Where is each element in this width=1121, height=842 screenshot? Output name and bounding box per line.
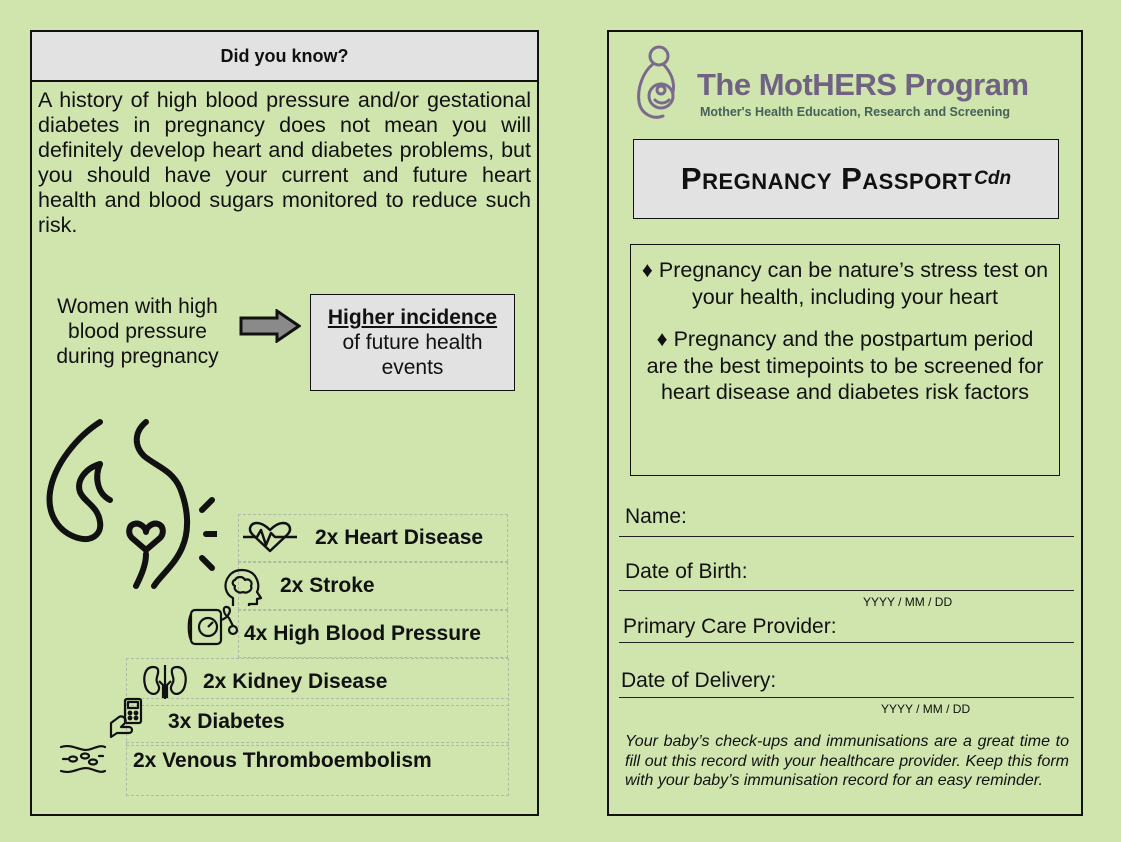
mother-baby-logo-icon [629, 42, 693, 122]
fact-text: Pregnancy and the postpartum period are the best timepoints to be screened for heart disease and diabetes risk factors [646, 327, 1044, 404]
risk-label-stroke: 2x Stroke [280, 574, 375, 597]
diamond-bullet-icon: ♦ [641, 258, 659, 282]
risk-label-diabetes: 3x Diabetes [168, 710, 285, 733]
primary-care-provider-field-line[interactable] [619, 642, 1074, 643]
fact-item [639, 257, 1051, 310]
primary-care-provider-field-label: Primary Care Provider: [623, 615, 837, 638]
right-arrow-icon [239, 309, 301, 343]
mothers-program-logo-text: The MotHERS Program [697, 67, 1029, 102]
date-of-delivery-field-label: Date of Delivery: [621, 669, 777, 692]
pregnancy-passport-title: Pregnancy Passport [680, 161, 973, 196]
pregnant-woman-heart-icon [42, 414, 217, 589]
fact-item [639, 326, 1051, 406]
higher-incidence-text: of future health events [342, 331, 483, 379]
did-you-know-header: Did you know? [32, 32, 537, 82]
immunisation-footnote: Your baby’s check-ups and immunisations are a great time to fill out this record with your healthcare provider. Keep this form with your baby’s immunisation record for an easy reminder. [625, 733, 1069, 789]
blood-pressure-monitor-icon [187, 604, 239, 650]
pregnancy-passport-superscript: Cdn [974, 168, 1012, 189]
higher-incidence-title: Higher incidence [327, 306, 498, 329]
pregnancy-facts-box [630, 244, 1060, 476]
glucose-meter-icon [107, 697, 147, 741]
risk-row-stroke [238, 562, 508, 610]
fact-text: Pregnancy can be nature’s stress test on your health, including your heart [658, 258, 1049, 309]
diamond-bullet-icon: ♦ [656, 327, 674, 351]
kidneys-icon [141, 663, 189, 701]
risk-label-kidney-disease: 2x Kidney Disease [203, 670, 388, 693]
date-of-birth-field-label: Date of Birth: [625, 560, 748, 583]
brain-head-icon [221, 566, 263, 608]
did-you-know-panel [30, 30, 539, 816]
date-of-delivery-format-hint: YYYY / MM / DD [881, 702, 971, 716]
date-of-delivery-field-line[interactable] [619, 697, 1074, 698]
date-of-birth-field-line[interactable] [619, 590, 1074, 591]
risk-label-high-blood-pressure: 4x High Blood Pressure [244, 622, 481, 645]
risk-row-diabetes [126, 698, 509, 746]
risk-label-venous-thromboembolism: 2x Venous Thromboembolism [133, 749, 432, 772]
risk-row-venous-thromboembolism [126, 742, 509, 796]
mothers-program-subtitle: Mother's Health Education, Research and Screening [700, 105, 1010, 119]
heartbeat-icon [241, 521, 299, 555]
risk-label-heart-disease: 2x Heart Disease [315, 526, 484, 549]
risk-row-high-blood-pressure [238, 610, 508, 658]
higher-incidence-box [310, 294, 515, 391]
women-high-bp-text: Women with high blood pressure during pregnancy [56, 295, 219, 368]
blood-vessel-icon [59, 741, 107, 777]
did-you-know-text: A history of high blood pressure and/or gestational diabetes in pregnancy does not mean you will definitely develop heart and diabetes problems, but you should have your current and future heart health and blood sugars monitored to reduce such risk. [38, 88, 531, 237]
pregnancy-passport-panel [607, 30, 1083, 816]
date-of-birth-format-hint: YYYY / MM / DD [863, 595, 953, 609]
risk-row-heart-disease [238, 514, 508, 562]
pregnancy-passport-title-box [633, 139, 1059, 219]
name-field-line[interactable] [619, 536, 1074, 537]
name-field-label: Name: [625, 505, 687, 528]
